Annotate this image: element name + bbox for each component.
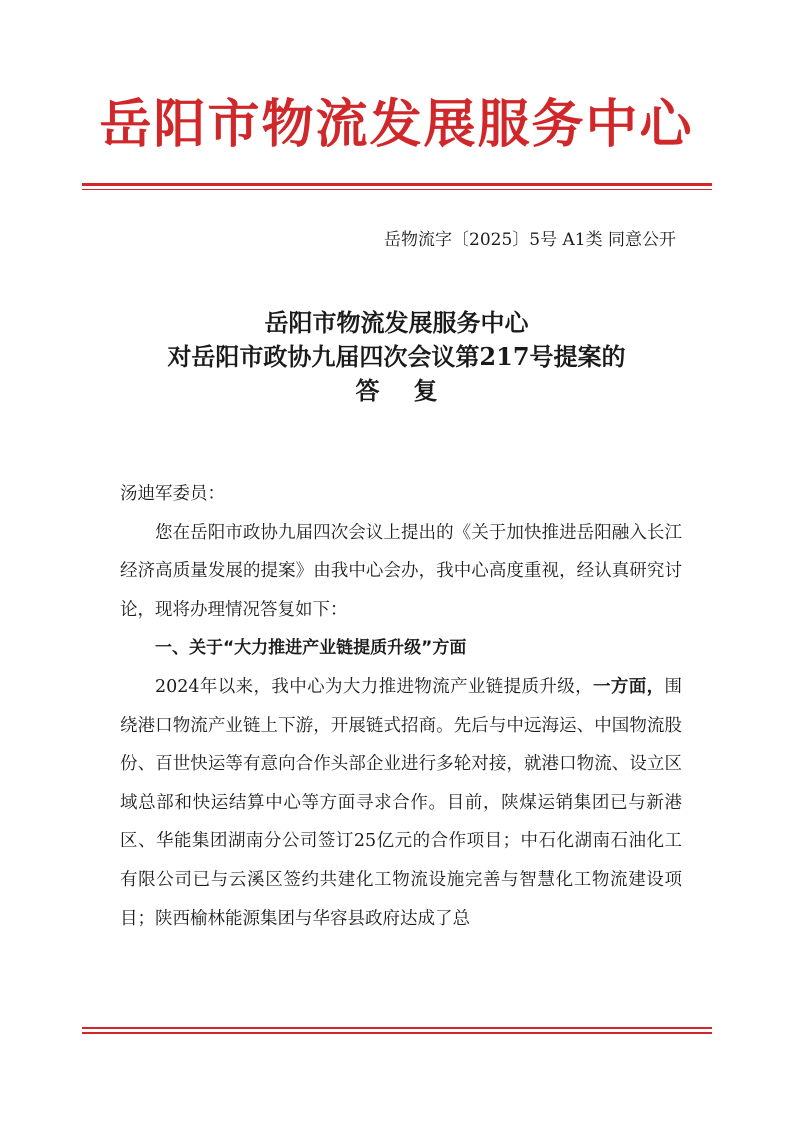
- footer-rule-bottom: [82, 1032, 712, 1034]
- section-heading-1: 一、关于“大力推进产业链提质升级”方面: [155, 638, 467, 659]
- paragraph-section-1-rest: 围绕港口物流产业链上下游，开展链式招商。先后与中远海运、中国物流股份、百世快运等有意向合作头部企业进行多轮对接，就港口物流、设立区域总部和快运结算中心等方面寻求合作。目前，陕煤运销集团已与新港区、华能集团湖南分公司签订25亿元的合作项目；中石化湖南石油化工有限公司已与云溪区签约共建化工物流设施完善与智慧化工物流建设项目；陕西榆林能源集团与华容县政府达成了总: [120, 676, 682, 929]
- title-line-2: 对岳阳市政协九届四次会议第217号提案的: [167, 342, 626, 371]
- title-line-1: 岳阳市物流发展服务中心: [264, 308, 529, 337]
- paragraph-section-1-start: 2024年以来，我中心为大力推进物流产业链提质升级，: [155, 676, 594, 697]
- salutation: 汤迪军委员：: [120, 484, 225, 504]
- footer-rule-top: [82, 1027, 712, 1029]
- paragraph-section-1: [120, 668, 682, 938]
- masthead-rule-thick: [82, 183, 712, 186]
- paragraph-intro: 您在岳阳市政协九届四次会议上提出的《关于加快推进岳阳融入长江经济高质量发展的提案》由我中心会办，我中心高度重视，经认真研究讨论，现将办理情况答复如下：: [120, 522, 682, 620]
- masthead-title: 岳阳市物流发展服务中心: [99, 94, 694, 155]
- masthead-rule-thin: [82, 189, 712, 190]
- document-title: [0, 306, 793, 408]
- paragraph-lead-phrase: 一方面，: [593, 676, 665, 697]
- document-number: 岳物流字〔2025〕5号 A1类 同意公开: [384, 230, 676, 250]
- title-line-3: 答复: [355, 376, 472, 405]
- document-body: [120, 475, 682, 938]
